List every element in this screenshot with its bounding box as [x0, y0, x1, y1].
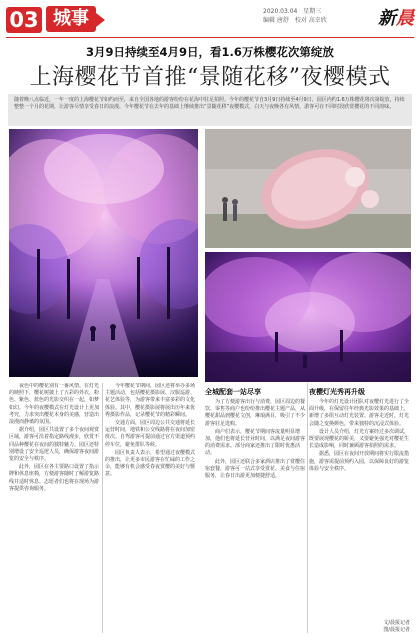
logo-prefix: 新 — [378, 8, 396, 29]
issue-proofreader: 校对 高幸欣 — [294, 17, 327, 24]
page-header — [0, 0, 420, 38]
section-arrow-icon — [96, 13, 105, 27]
photo-purple-night-blossoms — [205, 252, 411, 382]
column-divider — [307, 383, 308, 633]
issue-date: 2020.03.04 — [263, 8, 298, 15]
article-column-3 — [205, 385, 305, 637]
photo-pink-installation — [205, 129, 411, 248]
column-divider — [102, 383, 103, 633]
paragraph: 交通方面，园区周边公共交通将延长运营时间，地铁和公交线路将在夜间加密班次。自驾游客可提前通过官方渠道预约停车位，避免排队等候。 — [105, 420, 196, 448]
subheading: 夜樱灯光秀再升级 — [309, 388, 365, 396]
paragraph: 设计人员介绍，灯光方案经过多次调试，既要展现樱花的娇美，又要避免强光对樱花生长造成影响，同时兼顾游客拍照的需求。 — [309, 428, 410, 450]
article-column-2 — [105, 383, 198, 635]
byline-writer: 文/晨报记者 — [383, 620, 410, 626]
paragraph: 据介绍，园区共设置了多个夜间观赏区域，游客可沿着指定路线漫步，欣赏不同品种樱花在夜间的独特魅力。园区还特别增设了安全巡逻人员，确保游客夜间游览的安全与秩序。 — [9, 427, 100, 463]
article-headline: 上海樱花节首推“景随花移”夜樱模式 — [29, 65, 391, 90]
paragraph: 园区负责人表示，希望通过夜樱模式的推出，让更多市民游客在忙碌的工作之余，能够有机会感受春夜赏樱的美好与惬意。 — [105, 449, 196, 478]
article-lead: 随着晚八点临近，一年一度的上海樱花节如约而至，来自全国各地的游客纷纷在花海中驻足拍照。今年的樱花节自3月9日持续至4月9日，园区内约1.6万株樱花将次第绽放，持续整整一个月的花期，让游客尽情享受春日的浪漫。今年樱花节在去年的基础上继续推出“景随花移”夜樱模式，白天与夜晚各有风情，游客可在不同时段欣赏樱花的不同韵味。 — [8, 94, 412, 126]
paragraph: 今年樱花节期间，园区还将举办多场主题活动，包括樱花摄影展、汉服巡游、花艺体验等，为游客带来丰富多彩的文化体验。其中，樱花摄影展将展出历年来优秀摄影作品，记录樱花节的精彩瞬间。 — [105, 383, 196, 418]
section-title: 城事 — [46, 6, 96, 32]
paragraph: 今年的灯光设计团队对夜樱灯光进行了全面升级，在保留往年经典光影效果的基础上，新增了多组互动灯光装置。游客走近时，灯光会随之变换颜色，带来独特的沉浸式体验。 — [309, 399, 410, 427]
section-number: 03 — [6, 7, 42, 33]
article-kicker: 3月9日持续至4月9日，看1.6万株樱花次第绽放 — [86, 45, 334, 59]
header-rule — [6, 37, 414, 38]
article-column-1 — [9, 383, 100, 635]
subheading: 全城配套一站尽享 — [205, 388, 261, 396]
byline-photographer: 图/晨报记者 — [383, 627, 410, 633]
paragraph: 商户们表示，樱花节期间客流量明显增加，他们也将延长营业时间，以满足夜间游客的消费需求。部分商家还推出了限时优惠活动。 — [205, 428, 305, 457]
newspaper-logo — [378, 4, 414, 30]
issue-weekday: 星期三 — [303, 8, 322, 15]
logo-main: 晨 — [396, 8, 414, 29]
paragraph: 为了方便游客出行与消费，园区周边的餐饮、零售等商户也纷纷推出樱花主题产品，从樱花甜品到樱花文创，琳琅满目，吸引了不少游客驻足选购。 — [205, 399, 305, 427]
paragraph: 据悉，园区在夜间开放期间将实行限流措施，游客需提前预约入园，以保障良好的游览体验与安全秩序。 — [309, 451, 410, 472]
issue-meta — [263, 7, 331, 25]
article-column-4 — [309, 385, 411, 637]
byline — [383, 620, 410, 634]
issue-editor: 编辑 唐舒 — [263, 17, 289, 24]
paragraph: 此外，园区还联合多家酒店推出了赏樱住宿套餐，游客可一站式享受赏花、美食与住宿服务，让春日出游更加便捷舒适。 — [205, 458, 305, 480]
photo-night-sakura-tunnel — [9, 129, 198, 377]
paragraph: 此外，园区在各主要路口设置了指示牌和休息座椅，方便游客随时了解游览路线并适时休息。志愿者们也将在现场为游客提供咨询服务。 — [9, 464, 100, 492]
paragraph: 夜色中的樱花别有一番风情。在灯光的映照下，樱花树披上了五彩的外衣，粉色、紫色、蓝色的光影交织在一起，如梦如幻。今年的夜樱模式在灯光设计上更加考究，力求突出樱花本身的美感，营造出浪漫而静谧的氛围。 — [9, 383, 100, 426]
